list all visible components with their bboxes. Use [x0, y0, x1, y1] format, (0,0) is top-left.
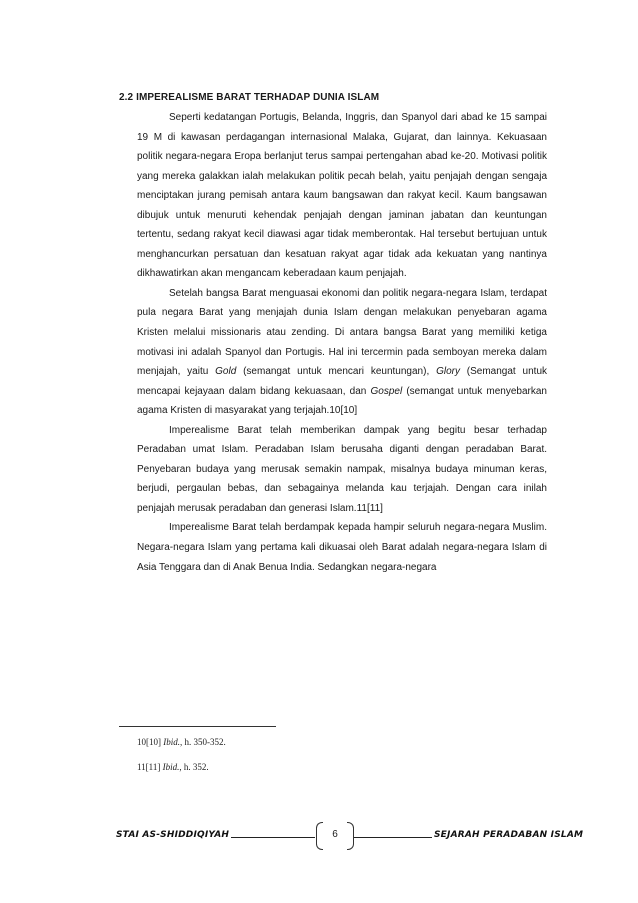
paragraph-1: Seperti kedatangan Portugis, Belanda, Inggris, dan Spanyol dari abad ke 15 sampai 19 M di kawasan perdagangan internasional Malaka, Gujarat, dan lainnya. Kekuasaan politik negara-negara Eropa berlanjut terus sampai pertengahan abad ke-20. Motivasi politik yang mereka galakkan ialah melakukan politik pecah belah, yaitu penjajah dengan sengaja menciptakan jurang pemisah antara kaum bangsawan dan rakyat kecil. Kaum bangsawan dibujuk untuk menuruti kehendak penjajah dengan jaminan jabatan dan keuntungan tertentu, sedang rakyat kecil diawasi agar tidak memberontak. Hal tersebut bertujuan untuk menghancurkan persatuan dan kesatuan rakyat agar tidak ada kekuatan yang nantinya dikhawatirkan akan mengancam keberadaan kaum penjajah.	[137, 112, 547, 280]
footnote-separator	[119, 726, 276, 727]
body-text	[137, 108, 547, 577]
paragraph-3: Imperealisme Barat telah memberikan dampak yang begitu besar terhadap Peradaban umat Islam. Peradaban Islam berusaha diganti dengan peradaban Barat. Penyebaran budaya yang merusak semakin nampak, misalnya budaya minuman keras, berjudi, pergaulan bebas, dan sebagainya melanda kau terjajah. Dengan cara inilah penjajah merusak peradaban dan generasi Islam.11[11]	[137, 424, 547, 514]
footnote-pages: , h. 352.	[179, 762, 209, 772]
page-number: 6	[332, 829, 338, 840]
footnote-number: 11[11]	[137, 762, 161, 772]
paragraph-4: Imperealisme Barat telah berdampak kepada hampir seluruh negara-negara Muslim. Negara-negara Islam yang pertama kali dikuasai oleh Barat adalah negara-negara Islam di Asia Tenggara dan di Anak Benua India. Sedangkan negara-negara	[137, 522, 547, 573]
paragraph-2	[137, 284, 547, 421]
paragraph-2-part-c: (Semangat untuk mencapai kejayaan dalam bidang kekuasaan, dan	[137, 366, 548, 397]
footnote-ibid: Ibid.	[163, 737, 180, 747]
footnote-pages: , h. 350-352.	[180, 737, 226, 747]
footnote-11	[137, 762, 209, 772]
paragraph-2-part-b: (semangat untuk mencari keuntungan),	[236, 366, 437, 378]
motto-gold: Gold	[215, 366, 237, 378]
page-bracket-left	[316, 822, 323, 850]
footnote-ibid: Ibid.	[162, 762, 180, 772]
footnote-number: 10[10]	[137, 737, 161, 747]
footer-course-title: SEJARAH PERADABAN ISLAM	[434, 830, 584, 840]
page-bracket-right	[347, 822, 354, 850]
paragraph-2-part-d: (semangat untuk menyebarkan agama Kristen di masyarakat yang terjajah.10[10]	[137, 385, 547, 417]
section-heading: 2.2 IMPEREALISME BARAT TERHADAP DUNIA ISLAM	[119, 92, 380, 103]
paragraph-2-part-a: Setelah bangsa Barat menguasai ekonomi dan politik negara-negara Islam, terdapat pula negara Barat yang menjajah dunia Islam dengan melakukan penyebaran agama Kristen melalui missionaris atau zending. Di antara bangsa Barat yang memiliki ketiga motivasi ini adalah Spanyol dan Portugis. Hal ini tercermin pada semboyan mereka dalam menjajah, yaitu	[137, 287, 547, 378]
motto-glory: Glory	[436, 366, 460, 378]
motto-gospel: Gospel	[370, 385, 403, 397]
footnote-10	[137, 737, 226, 747]
footer-institution-logo: STAI AS-SHIDDIQIYAH	[116, 830, 230, 840]
